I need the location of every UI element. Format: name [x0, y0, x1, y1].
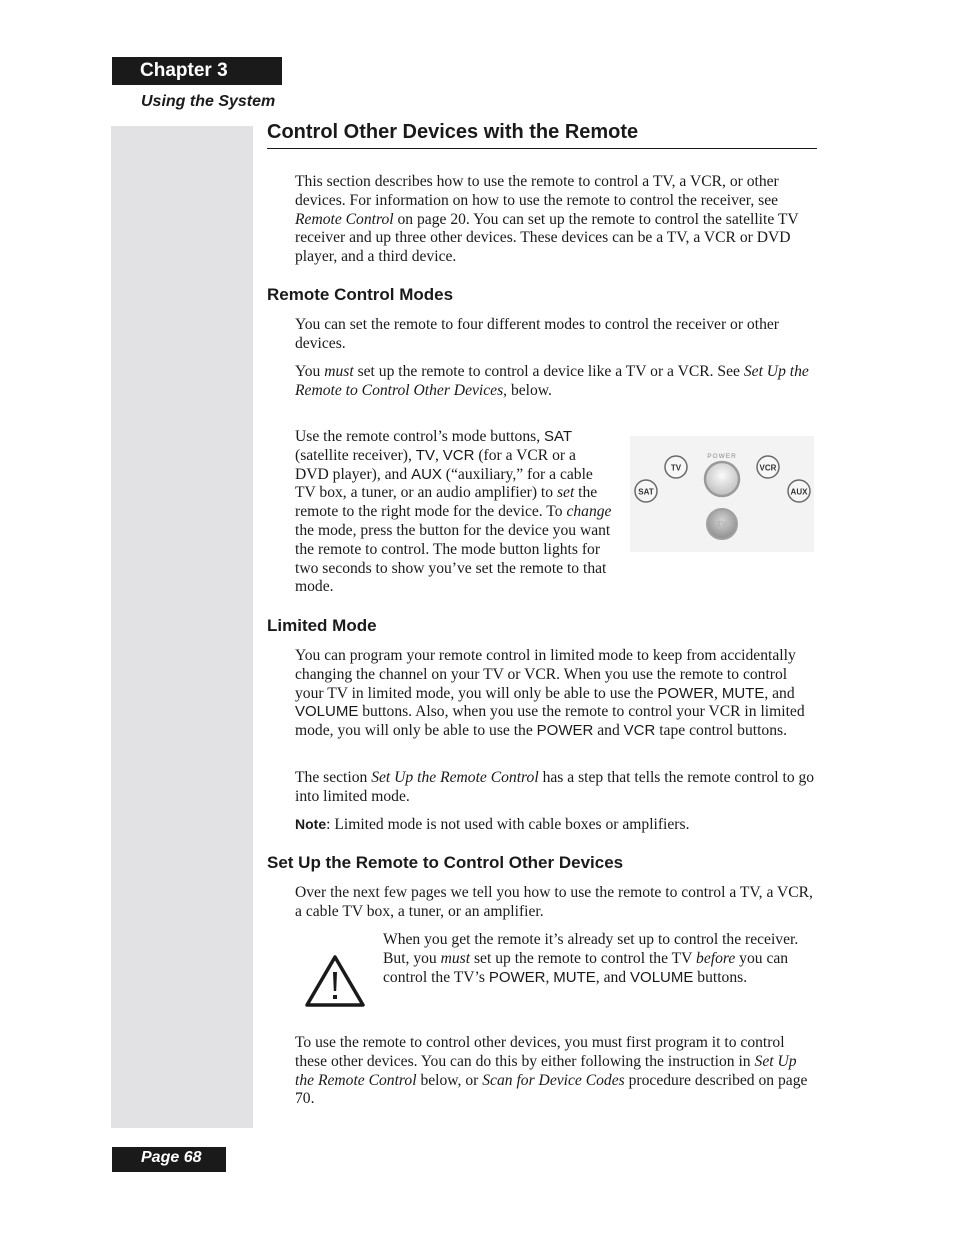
vcr-key: VCR: [442, 446, 475, 464]
page-number: Page 68: [112, 1147, 226, 1172]
modes-paragraph-2: You must set up the remote to control a device like a TV or a VCR. See Set Up the Remote to Control Other Devices, below.: [295, 363, 809, 399]
sidebar-panel: [111, 126, 253, 1128]
page-title: Control Other Devices with the Remote: [267, 119, 817, 149]
warning-triangle-icon: [304, 954, 366, 1008]
cross-reference: Scan for Device Codes: [482, 1071, 625, 1089]
section-label: Using the System: [141, 93, 276, 110]
heading-remote-control-modes: Remote Control Modes: [267, 285, 454, 304]
cross-reference: Remote Control: [295, 210, 394, 228]
svg-text:POWER: POWER: [707, 453, 737, 460]
limited-note: Note: Limited mode is not used with cable boxes or amplifiers.: [295, 816, 690, 833]
chapter-label: Chapter 3: [112, 57, 282, 85]
setup-paragraph-1: Over the next few pages we tell you how to use the remote to control a TV, a VCR, a cable TV box, a tuner, or an amplifier.: [295, 884, 813, 920]
limited-paragraph-1: You can program your remote control in limited mode to keep from accidentally changing the channel on your TV or VCR. When you use the remote to control your TV in limited mode, you will only be able to use the POWER, MUTE, and VOLUME buttons. Also, when you use the remote to control your VCR in limited mode, you will only be able to use the POWER and VCR tape control buttons.: [295, 647, 805, 740]
svg-text:VCR: VCR: [759, 463, 777, 473]
svg-text:TV: TV: [716, 520, 728, 529]
heading-set-up-remote: Set Up the Remote to Control Other Devices: [267, 853, 624, 872]
sat-mode-button: [635, 480, 657, 502]
svg-text:SAT: SAT: [638, 487, 654, 497]
aux-mode-button: [788, 480, 810, 502]
modes-paragraph-3: Use the remote control’s mode buttons, SAT (satellite receiver), TV, VCR (for a VCR or a DVD player), and AUX (“auxiliary,” for a cable TV box, a tuner, or an audio amplifier) to set the remote to the right mode for the device. To change the mode, press the button for the device you want the remote to control. The mode button lights for two seconds to show you’ve set the remote to that mode.: [295, 428, 612, 596]
modes-paragraph-1: You can set the remote to four different modes to control the receiver or other devices.: [295, 316, 779, 352]
note-label: Note: [295, 816, 327, 832]
tv-lit-button: [707, 509, 737, 539]
tv-key: TV: [415, 446, 435, 464]
tv-mode-button: [665, 456, 687, 478]
cross-reference: Set Up the Remote to Control Other Devices: [295, 363, 809, 399]
remote-mode-buttons-figure: [630, 436, 814, 552]
vcr-mode-button: [757, 456, 779, 478]
setup-paragraph-2: To use the remote to control other devices, you must first program it to control these other devices. You can do this by either following the instruction in Set Up the Remote Control below, or Scan for Device Codes procedure described on page 70.: [295, 1034, 808, 1108]
sat-key: SAT: [544, 428, 573, 445]
svg-text:TV: TV: [670, 463, 682, 473]
cross-reference: Set Up the Remote Control: [295, 1052, 797, 1089]
heading-limited-mode: Limited Mode: [267, 616, 377, 635]
svg-text:AUX: AUX: [790, 487, 808, 497]
aux-key: AUX: [411, 465, 442, 483]
intro-paragraph: This section describes how to use the remote to control a TV, a VCR, or other devices. For information on how to use the remote to control the receiver, see Remote Control on page 20. You can set up the remote to control the satellite TV receiver and up three other devices. These devices can be a TV, a VCR or DVD player, and a third device.: [295, 173, 799, 266]
cross-reference: Set Up the Remote Control: [371, 769, 539, 786]
warning-text: When you get the remote it’s already set up to control the receiver. But, you must set up the remote to control the TV before you can control the TV’s POWER, MUTE, and VOLUME buttons.: [383, 931, 799, 986]
limited-paragraph-2: The section Set Up the Remote Control has a step that tells the remote control to go into limited mode.: [295, 769, 815, 805]
power-button: [705, 453, 739, 496]
